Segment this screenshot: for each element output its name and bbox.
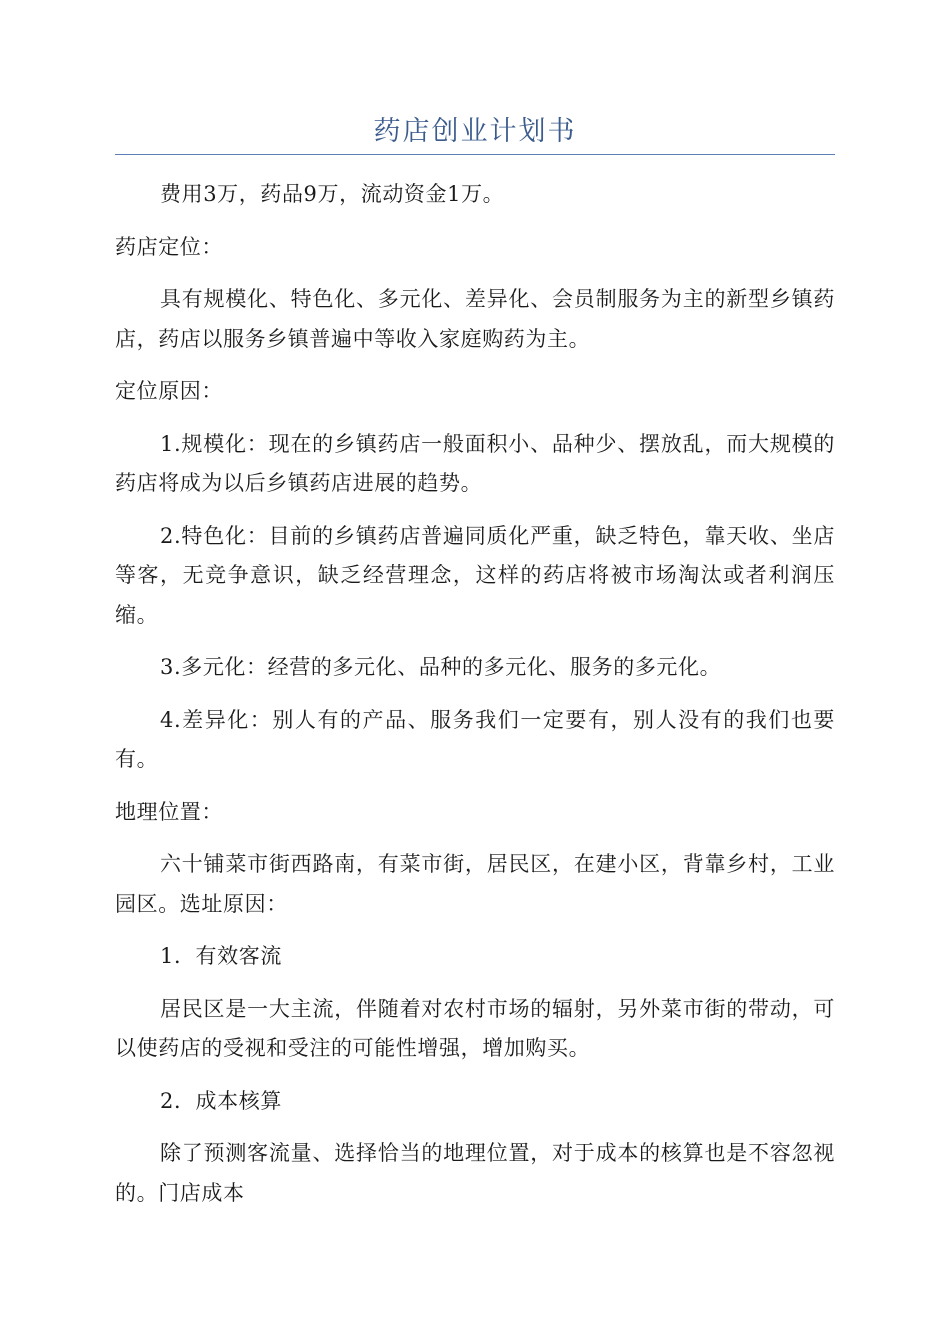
paragraph-reason-diversity: 3.多元化：经营的多元化、品种的多元化、服务的多元化。 — [160, 655, 722, 679]
paragraph-reason-differentiation: 4.差异化：别人有的产品、服务我们一定要有，别人没有的我们也要有。 — [115, 707, 835, 771]
subheading-customer-flow: 1．有效客流 — [160, 944, 282, 968]
heading-positioning-reasons: 定位原因： — [115, 379, 223, 403]
paragraph-location: 六十铺菜市街西路南，有菜市街，居民区，在建小区，背靠乡村，工业园区。选址原因： — [115, 852, 835, 916]
paragraph-reason-scale: 1.规模化：现在的乡镇药店一般面积小、品种少、摆放乱，而大规模的药店将成为以后乡镇药店进展的趋势。 — [115, 431, 835, 495]
paragraph-budget: 费用3万，药品9万，流动资金1万。 — [160, 182, 505, 206]
document-body — [115, 175, 835, 1226]
heading-location: 地理位置： — [115, 799, 223, 824]
heading-positioning: 药店定位： — [115, 234, 223, 259]
paragraph-cost-accounting: 除了预测客流量、选择恰当的地理位置，对于成本的核算也是不容忽视的。门店成本 — [115, 1141, 835, 1205]
subheading-cost-accounting: 2．成本核算 — [160, 1088, 282, 1113]
document-title: 药店创业计划书 — [373, 116, 577, 147]
paragraph-positioning: 具有规模化、特色化、多元化、差异化、会员制服务为主的新型乡镇药店，药店以服务乡镇普遍中等收入家庭购药为主。 — [115, 287, 835, 351]
paragraph-reason-specialty: 2.特色化：目前的乡镇药店普遍同质化严重，缺乏特色，靠天收、坐店等客，无竞争意识，缺乏经营理念，这样的药店将被市场淘汰或者利润压缩。 — [115, 523, 835, 627]
title-underline — [115, 154, 835, 155]
paragraph-customer-flow: 居民区是一大主流，伴随着对农村市场的辐射，另外菜市街的带动，可以使药店的受视和受注的可能性增强，增加购买。 — [115, 996, 835, 1060]
